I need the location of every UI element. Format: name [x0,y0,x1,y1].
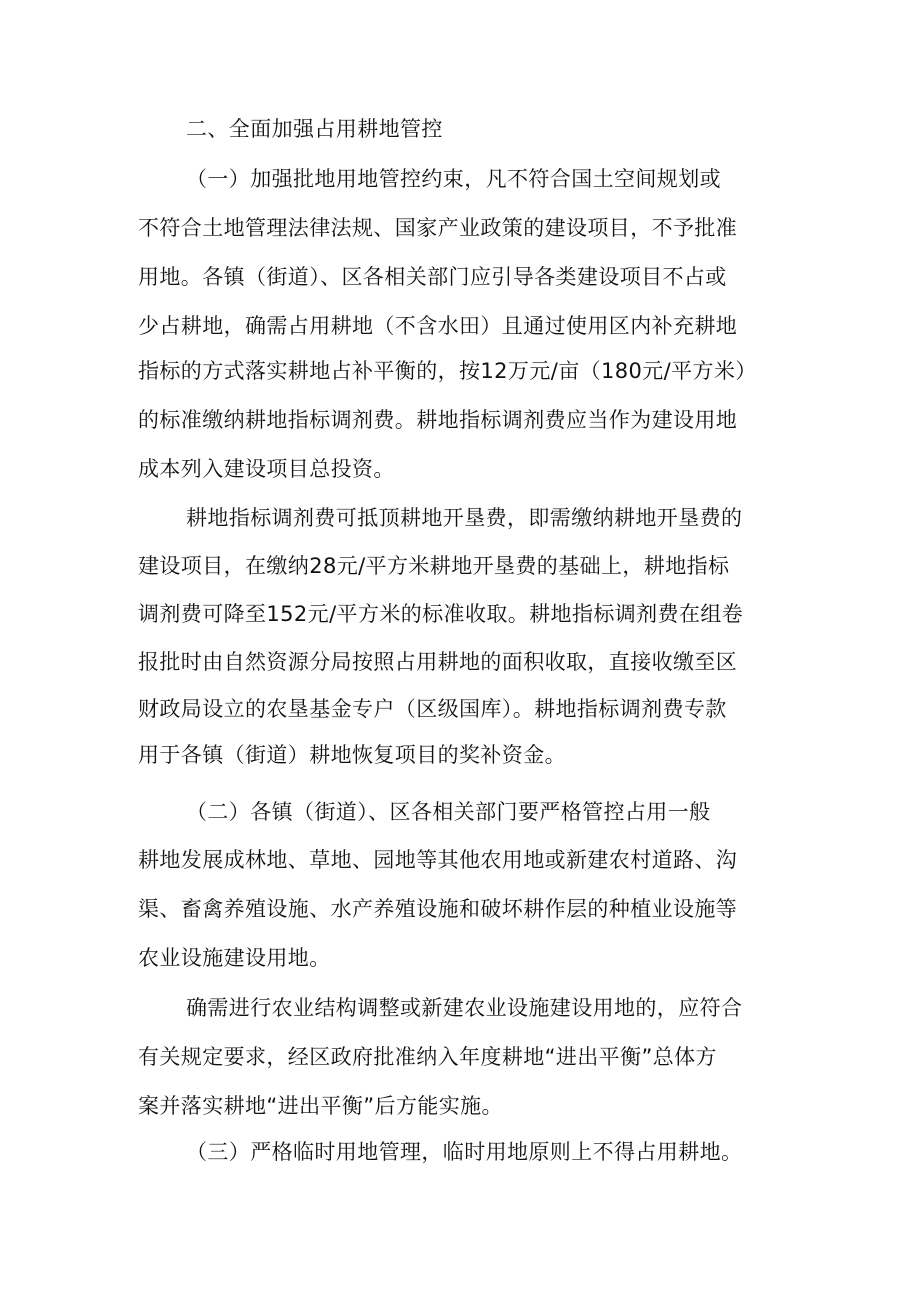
paragraph-3-line-3: 渠、畜禽养殖设施、水产养殖设施和破坏耕作层的种植业设施等 [138,897,738,921]
paragraph-2-line-2: 建设项目，在缴纳28元/平方米耕地开垦费的基础上，耕地指标 [138,554,730,578]
paragraph-2-line-1: 耕地指标调剂费可抵顶耕地开垦费，即需缴纳耕地开垦费的 [186,506,743,530]
paragraph-4-line-1: 确需进行农业结构调整或新建农业设施建设用地的，应符合 [186,996,743,1020]
paragraph-1-line-2: 不符合土地管理法律法规、国家产业政策的建设项目，不予批准 [138,216,738,240]
paragraph-1-line-7: 成本列入建设项目总投资。 [138,457,395,481]
paragraph-1-line-3: 用地。各镇（街道）、区各相关部门应引导各类建设项目不占或 [138,265,727,289]
paragraph-1-line-4: 少占耕地，确需占用耕地（不含水田）且通过使用区内补充耕地 [138,314,738,338]
section-heading: 二、全面加强占用耕地管控 [186,117,443,141]
paragraph-1-line-5: 指标的方式落实耕地占补平衡的，按12万元/亩（180元/平方米） [138,359,757,383]
paragraph-3-line-1: （二）各镇（街道）、区各相关部门要严格管控占用一般 [186,800,711,824]
paragraph-1-line-6: 的标准缴纳耕地指标调剂费。耕地指标调剂费应当作为建设用地 [138,408,738,432]
paragraph-2-line-6: 用于各镇（街道）耕地恢复项目的奖补资金。 [138,743,566,767]
paragraph-1-line-1: （一）加强批地用地管控约束，凡不符合国土空间规划或 [186,167,721,191]
paragraph-4-line-3: 案并落实耕地“进出平衡”后方能实施。 [138,1094,503,1118]
paragraph-3-line-2: 耕地发展成林地、草地、园地等其他农用地或新建农村道路、沟 [138,848,738,872]
paragraph-3-line-4: 农业设施建设用地。 [138,946,331,970]
paragraph-2-line-5: 财政局设立的农垦基金专户（区级国库）。耕地指标调剂费专款 [138,697,727,721]
paragraph-5-line-1: （三）严格临时用地管理，临时用地原则上不得占用耕地。 [186,1140,743,1164]
paragraph-2-line-3: 调剂费可降至152元/平方米的标准收取。耕地指标调剂费在组卷 [138,602,744,626]
paragraph-2-line-4: 报批时由自然资源分局按照占用耕地的面积收取，直接收缴至区 [138,650,738,674]
paragraph-4-line-2: 有关规定要求，经区政府批准纳入年度耕地“进出平衡”总体方 [138,1045,717,1069]
